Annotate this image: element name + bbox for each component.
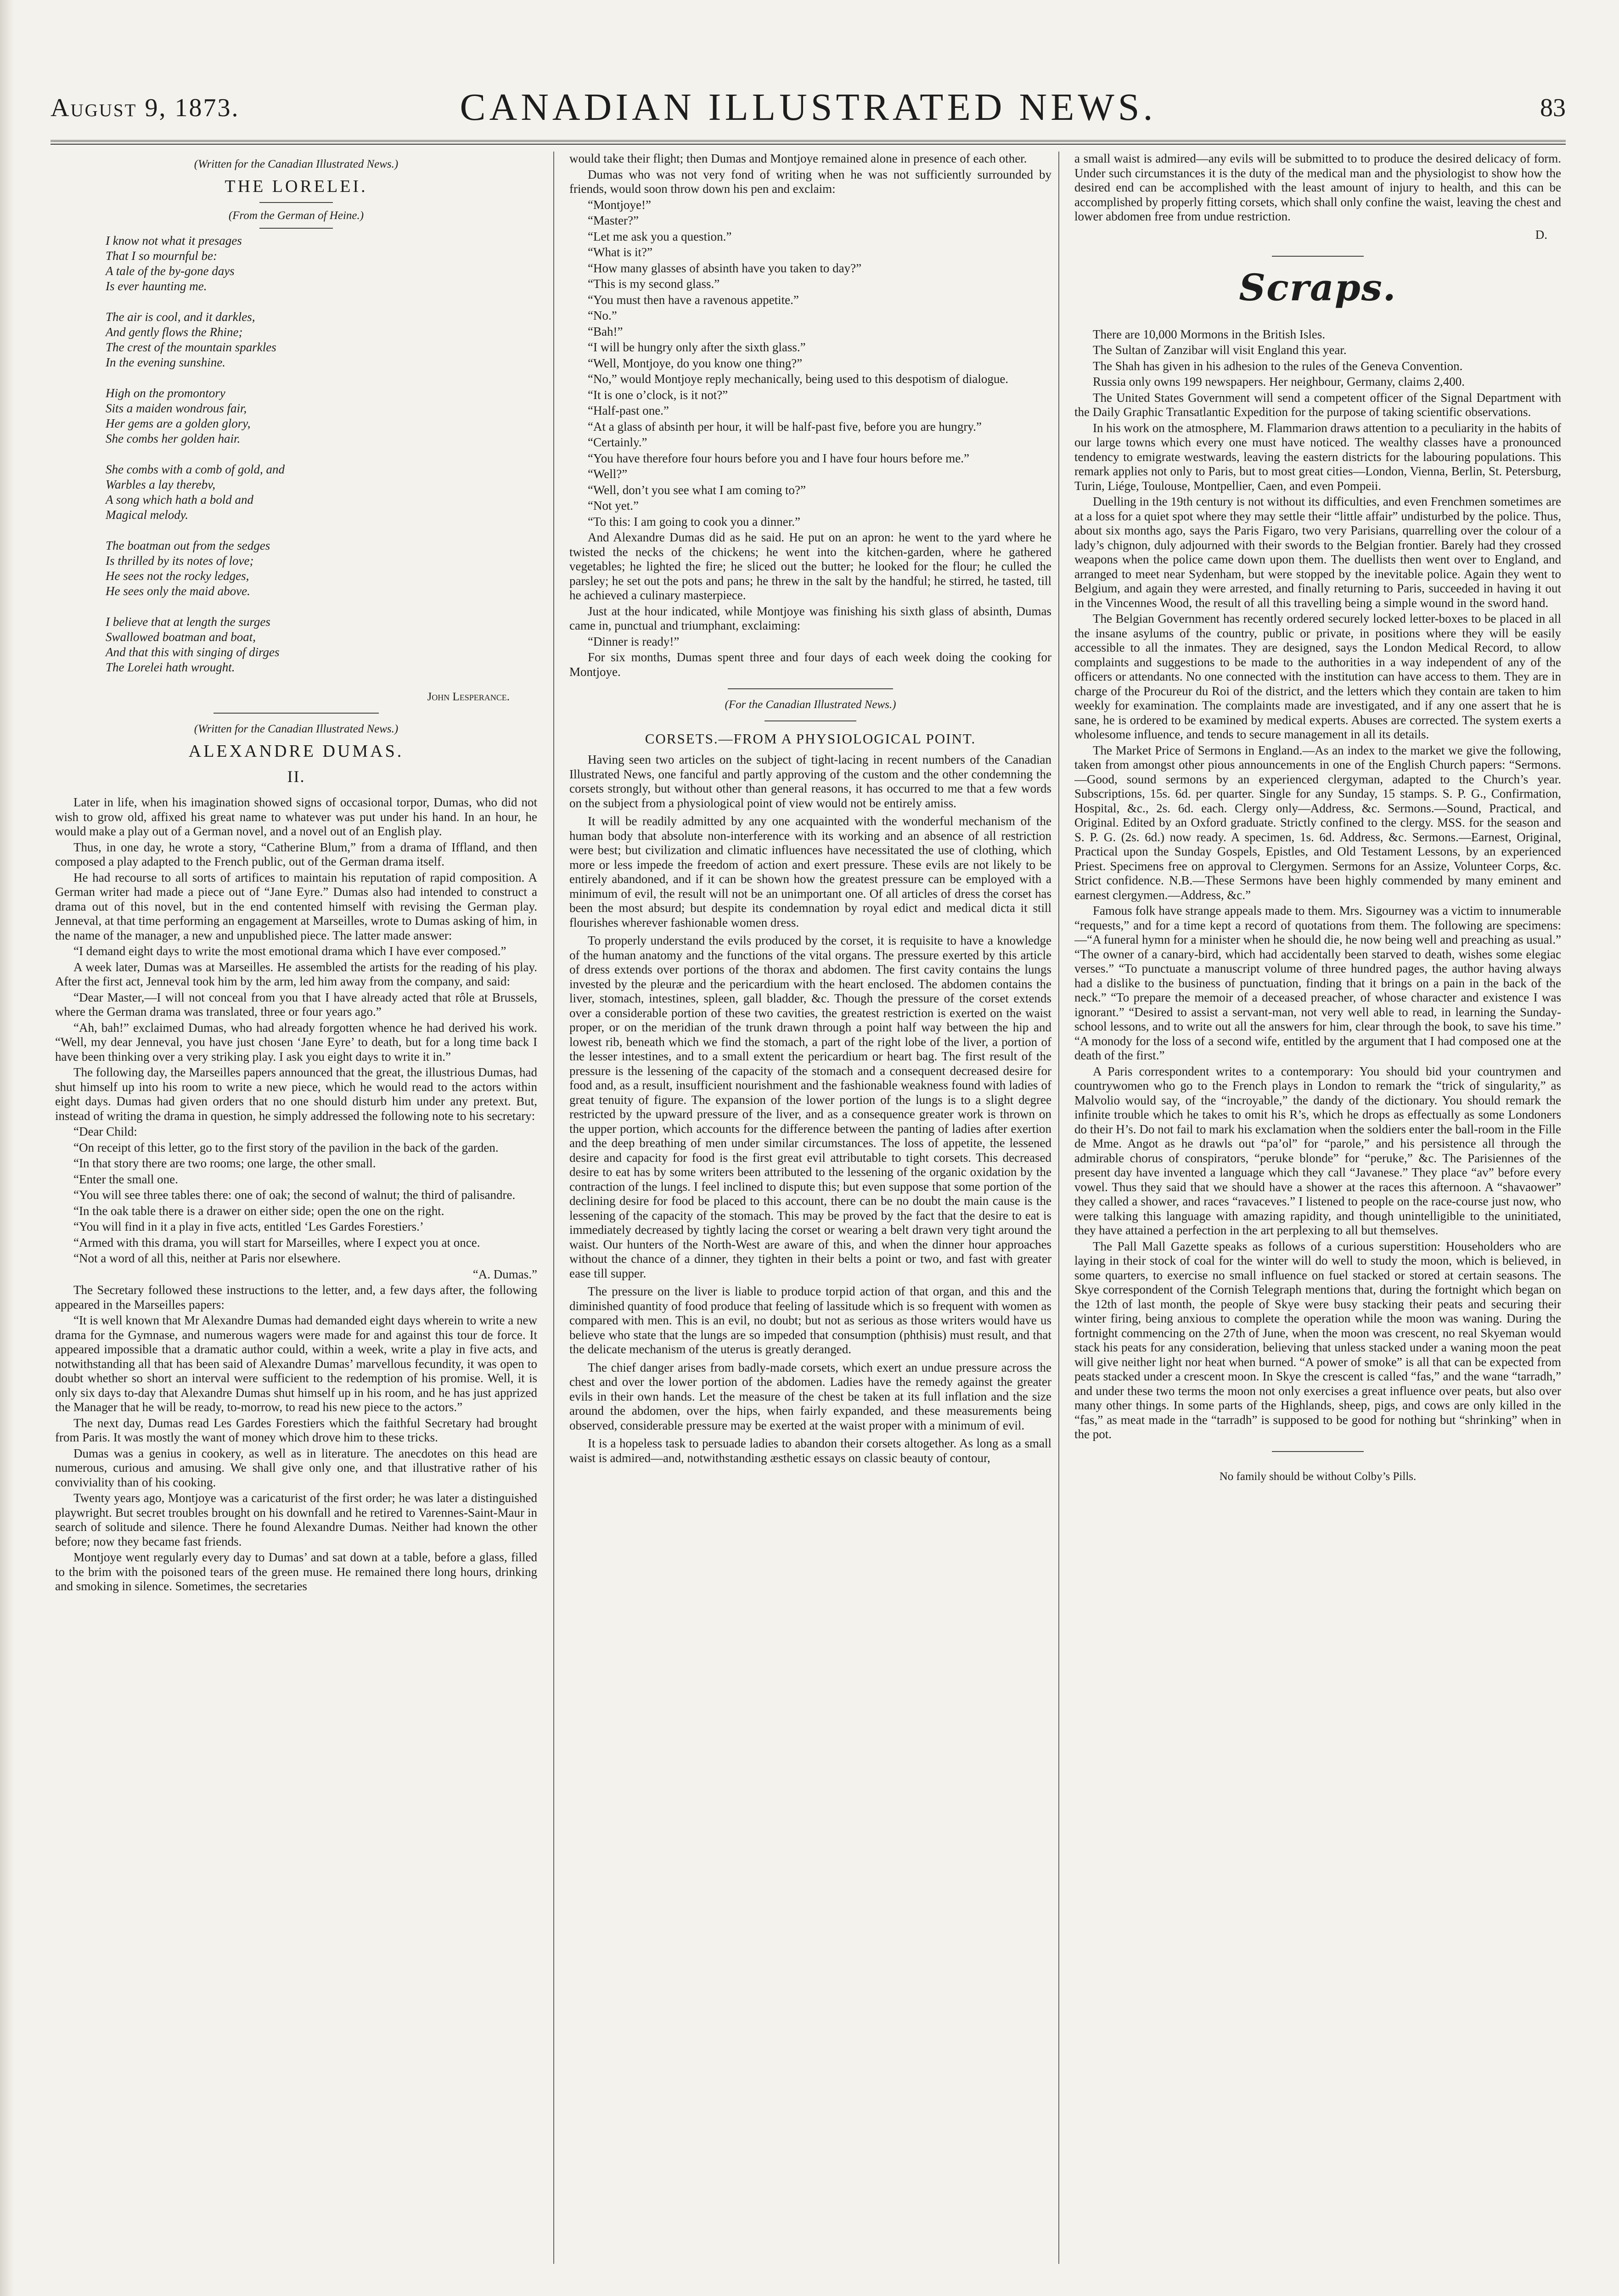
- corsets-title: CORSETS.—FROM A PHYSIOLOGICAL POINT.: [645, 731, 976, 747]
- paragraph: a small waist is admired—any evils will be submitted to to produce the desired delicacy of form. Under such circumstances it is the duty of the medical man and the physiologist to show how the desired end can be accomplished with the least amount of injury to health, and this can be accomplished by properly fitting corsets, which shall only confine the waist, leaving the chest and lower abdomen free from undue restriction.: [1074, 152, 1561, 223]
- newspaper-title: CANADIAN ILLUSTRATED NEWS.: [460, 86, 1157, 129]
- paragraph: Dumas was a genius in cookery, as well as in literature. The anecdotes on this head are numerous, curious and amusing. We shall give only one, and that illustrative rather of his conviviality than of his cooking.: [55, 1446, 537, 1489]
- paragraph: Montjoye went regularly every day to Dumas’ and sat down at a table, before a glass, filled to the brim with the poisoned tears of the green muse. He remained there long hours, drinking and smoking in silence. Sometimes, the secretaries: [55, 1550, 537, 1593]
- paragraph: “Half-past one.”: [588, 404, 669, 417]
- paragraph: The next day, Dumas read Les Gardes Forestiers which the faithful Secretary had brought from Paris. It was mostly the want of money which drove him to these tricks.: [55, 1416, 537, 1444]
- stanza: High on the promontory Sits a maiden wondrous fair, Her gems are a golden glory, She combs her golden hair.: [106, 386, 251, 445]
- masthead-rule: [51, 140, 1566, 145]
- paragraph: “Well, Montjoye, do you know one thing?”: [588, 356, 803, 370]
- scrap-item: Duelling in the 19th century is not without its difficulties, and even Frenchmen sometimes are at a loss for a quiet spot where they may settle their “little affair” undisturbed by the police. Thus, about six months ago, says the Paris Figaro, two very Parisians, quarrelling over the colour of a lady’s chignon, duly adjourned with their swords to the Belgian frontier. Barely had they crossed weapons when the police came down upon them. The duellists then went over to England, and arranged to meet near Sydenham, but were stopped by the inevitable police. Again they went to Belgium, and again they were arrested, and finally returning to Paris, succeeded in having it out in the Vincennes Wood, the result of all this travelling being a simple wound in the sword hand.: [1074, 495, 1561, 610]
- paragraph: Twenty years ago, Montjoye was a caricaturist of the first order; he was later a distinguished playwright. But secret troubles brought on his downfall and he retired to Varennes-Saint-Maur in search of solitude and silence. There he found Alexandre Dumas. Neither had known the other before; now they became fast friends.: [55, 1491, 537, 1548]
- page-number: 83: [1540, 94, 1566, 122]
- scrap-item: The Shah has given in his adhesion to the rules of the Geneva Convention.: [1093, 359, 1463, 373]
- section-rule: [728, 688, 893, 689]
- paragraph: The following day, the Marseilles papers announced that the great, the illustrious Dumas, had shut himself up into his room to write a new piece, which he would read to the actors within eight days. Dumas had given orders that no one should disturb him under any pretext. But, instead of writing the drama in question, he simply addressed the following note to his secretary:: [55, 1065, 537, 1123]
- paragraph: And Alexandre Dumas did as he said. He put on an apron: he went to the yard where he twisted the necks of the chickens; he went into the kitchen-garden, where he gathered vegetables; he lighted the fire; he sliced out the butter; he looked for the flour; he culled the parsley; he set out the pots and pans; he threw in the salt by the handful; he stirred, he tasted, till he achieved a culinary masterpiece.: [569, 530, 1051, 602]
- paragraph: “Dear Child:: [73, 1125, 137, 1138]
- paragraph: “This is my second glass.”: [588, 277, 720, 291]
- scrap-item: A Paris correspondent writes to a contemporary: You should bid your countrymen and countrywomen who go to the French plays in London to remark the “trick of singularity,” as Malvolio would say, of the “incroyable,” the dandy of the dictionary. You should remark the infinite trouble which he takes to omit his R’s, which he drops as effectually as some Londoners do their H’s. Do not fail to mark his exclamation when the soldiers enter the ball-room in the Fille de Mme. Angot as he drawls out “pa’ol” for “parole,” and his persistence all through the admirable chorus of conspirators, “peruke blonde” for “peruke,” &c. The Parisiennes of the present day have invented a language which they call “Javanese.” They place “av” before every vowel. Thus they said that we should have a shower at the races this afternoon. A “shavaower” they called a shower, and races “ravaceves.” I listened to people on the race-course just now, who were talking this language with amazing rapidity, and though unintelligible to the uninitiated, they have attained a perfection in the art perplexing to all but themselves.: [1074, 1064, 1561, 1237]
- poem-rule-2: [259, 228, 333, 229]
- paragraph: “At a glass of absinth per hour, it will be half-past five, before you are hungry.”: [588, 419, 982, 433]
- section-rule: [1272, 1451, 1364, 1452]
- scrap-item: Russia only owns 199 newspapers. Her neighbour, Germany, claims 2,400.: [1093, 375, 1465, 388]
- poem-rule: [259, 202, 333, 203]
- paragraph: To properly understand the evils produced by the corset, it is requisite to have a knowledge of the human anatomy and the functions of the vital organs. The pressure exerted by this article of dress extends over portions of the thorax and abdomen. The first cavity contains the lungs invested by the pleuræ and the pericardium with the heart enclosed. The abdomen contains the liver, stomach, intestines, spleen, gall bladder, &c. Though the pressure of the corset extends over a considerable portion of these two cavities, the greatest restriction is exerted on the waist proper, or on the meridian of the trunk drawn through a point half way between the hip and lowest rib, beneath which we find the stomach, a part of the right lobe of the liver, a portion of the lesser intestines, and to a small extent the pericardium or heart bag. The first result of the pressure is the lessening of the capacity of the stomach and a consequent decreased desire for food and, as a result, insufficient nourishment and the fashionable weakness found with ladies of great tenuity of figure. The expansion of the lower portion of the lungs is to a slight degree restricted by the upward pressure of the liver, and as a consequence greater work is thrown on the upper portion, which accounts for the difference between the panting of ladies after exertion and the deep breathing of men under similar circumstances. The loss of appetite, the lessened desire and capacity for food is the first great evil attributable to tight corsets. This decreased desire to eat has by some writers been attributed to the lessening of the organic oxidation by the contraction of the lungs. I feel inclined to dispute this; but even suppose that some portion of the declining desire for food be placed to this account, there can be no doubt the main cause is the lessening of the capacity of the stomach. This may be proved by the fact that the desire to eat is immediately decreased by tightly lacing the corset or wearing a belt drawn very tight around the waist. Our hunters of the North-West are aware of this, and when the dinner hour approaches without the chance of a dinner, they tighten in their belts a point or two, and fast with greater ease till supper.: [569, 934, 1051, 1280]
- scrap-item: Famous folk have strange appeals made to them. Mrs. Sigourney was a victim to innumerable “requests,” and for a time kept a record of quotations from them. The following are specimens:—“A funeral hymn for a minister when he should die, he now being well and preaching as usual.” “The owner of a canary-bird, which had accidentally been starved to death, wishes some elegiac verses.” “To punctuate a manuscript volume of three hundred pages, the author having always had a dislike to the business of punctuation, finding that it brings on a pain in the back of the neck.” “To prepare the memoir of a deceased preacher, of whose character and existence I was ignorant.” “Desired to assist a servant-man, not very well able to read, in learning the Sunday-school lessons, and to write out all the answers for him, clear through the book, to save his time.” “A monody for the loss of a second wife, entitled by the argument that I had composed one at the death of the first.”: [1074, 904, 1561, 1062]
- page-edge-shadow: [0, 0, 14, 2296]
- paragraph: “To this: I am going to cook you a dinner.”: [588, 514, 801, 529]
- scrap-item: The Pall Mall Gazette speaks as follows of a curious superstition: Householders who are laying in their stock of coal for the winter will do well to study the moon, which is believed, in some quarters, to exercise no small influence on fuel stacked or stored at certain seasons. The Skye correspondent of the Cornish Telegraph mentions that, during the fortnight which began on the 12th of last month, the people of Skye were busy stacking their peats and securing their winter firing, being anxious to complete the operation while the moon was waning. During the fortnight commencing on the 27th of June, when the moon was crescent, no real Skyeman would stack his peats for any consideration, believing that unless stacked under a waning moon the peat will give neither light nor heat when burned. “A power of smoke” is all that can be expected from peats stacked under a crescent moon. In Skye the crescent is called “fas,” and the wane “tarradh,” and under these two terms the moon not only exercises a great influence over peats, but also over many other things. In some parts of the Highlands, sheep, pigs, and cows are only killed in the “fas,” as meat made in the “tarradh” is supposed to be good for nothing but “shrinking” when in the pot.: [1074, 1239, 1561, 1441]
- paragraph: The chief danger arises from badly-made corsets, which exert an undue pressure across the chest and over the lower portion of the abdomen. Ladies have the remedy against the greater evils in their own hands. Let the measure of the chest be taken at its full inflation and the size around the abdomen, over the hips, when fairly expanded, and these measurements being observed, considerable pressure may be exerted at the waist proper with a minimum of evil.: [569, 1360, 1051, 1432]
- paragraph: “Well?”: [588, 467, 628, 481]
- paragraph: “Well, don’t you see what I am coming to?”: [588, 483, 806, 497]
- paragraph: “You will find in it a play in five acts, entitled ‘Les Gardes Forestiers.’: [73, 1220, 424, 1233]
- column-3: [1074, 152, 1561, 2282]
- dumas-article-continued: [569, 152, 1051, 679]
- section-rule: [1272, 256, 1364, 257]
- paragraph: “You will see three tables there: one of oak; the second of walnut; the third of palisandre.: [73, 1188, 516, 1202]
- poem-title: THE LORELEI.: [225, 177, 368, 196]
- issue-date: August 9, 1873.: [51, 94, 240, 122]
- paragraph: A week later, Dumas was at Marseilles. He assembled the artists for the reading of his play. After the first act, Jenneval took him by the arm, led him away from the company, and said:: [55, 960, 537, 988]
- paragraph: “In that story there are two rooms; one large, the other small.: [73, 1156, 376, 1170]
- scraps-section: [1074, 327, 1561, 1442]
- corsets-signature: D.: [1535, 227, 1547, 242]
- paragraph: For six months, Dumas spent three and four days of each week doing the cooking for Montjoye.: [569, 650, 1051, 679]
- paragraph: “What is it?”: [588, 245, 652, 259]
- paragraph: “I demand eight days to write the most emotional drama which I have ever composed.”: [73, 944, 506, 958]
- paragraph: “Bah!”: [588, 324, 623, 338]
- paragraph: “I will be hungry only after the sixth glass.”: [588, 340, 806, 354]
- stanza: I believe that at length the surges Swallowed boatman and boat, And that this with singing of dirges The Lorelei hath wrought.: [106, 615, 280, 674]
- paragraph: “You have therefore four hours before you and I have four hours before me.”: [588, 451, 969, 465]
- dumas-article: [55, 795, 537, 1594]
- corsets-credit: (For the Canadian Illustrated News.): [725, 698, 896, 711]
- paragraph: “You must then have a ravenous appetite.”: [588, 293, 799, 307]
- corsets-article: [569, 753, 1051, 1465]
- column-2: [569, 152, 1051, 2282]
- paragraph: “Not a word of all this, neither at Paris nor elsewhere.: [73, 1251, 341, 1265]
- paragraph: “It is one o’clock, is it not?”: [588, 388, 728, 402]
- stanza: I know not what it presages That I so mournful be: A tale of the by-gone days Is ever haunting me.: [106, 234, 242, 293]
- paragraph: would take their flight; then Dumas and Montjoye remained alone in presence of each other.: [569, 152, 1027, 165]
- column-rule-1: [553, 152, 554, 2264]
- paragraph: “Certainly.”: [588, 435, 647, 449]
- stanza: The boatman out from the sedges Is thrilled by its notes of love; He sees not the rocky ledges, He sees only the maid above.: [106, 539, 270, 598]
- scrap-item: There are 10,000 Mormons in the British Isles.: [1093, 327, 1326, 341]
- paragraph: He had recourse to all sorts of artifices to maintain his reputation of rapid composition. A German writer had made a piece out of “Jane Eyre.” Dumas also had intended to construct a drama out of this novel, but in the end contented himself with revising the German play. Jenneval, at that time performing an engagement at Marseilles, wrote to Dumas asking of him, in the name of the manager, a new and unpublished piece. The latter made answer:: [55, 870, 537, 942]
- scrap-item: The Sultan of Zanzibar will visit England this year.: [1093, 343, 1347, 357]
- stanza: The air is cool, and it darkles, And gently flows the Rhine; The crest of the mountain sparkles In the evening sunshine.: [106, 310, 276, 369]
- paragraph: “Montjoye!”: [588, 197, 651, 212]
- paragraph: “Armed with this drama, you will start for Marseilles, where I expect you at once.: [73, 1235, 480, 1249]
- scrap-item: The Belgian Government has recently ordered securely locked letter-boxes to be placed in all the insane asylums of the country, public or private, in positions where they will be easily accessible to all the inmates. They are designed, says the London Medical Record, to allow complaints and suggestions to be made to the authorities in a way independent of any of the officers or attendants. No one connected with the institution can have access to them. They are in charge of the Procureur du Roi of the district, and the letters which they contain are taken to him weekly for examination. The complaints made are investigated, and if any one assert that he is sane, he is ordered to be examined by medical experts. Abuses are corrected. The system exerts a wholesome influence, and tends to secure management in all its details.: [1074, 612, 1561, 741]
- paragraph: It will be readily admitted by any one acquainted with the wonderful mechanism of the human body that absolute non-interference with its working and an absence of all restriction were best; but civilization and climatic influences have necessitated the use of clothing, which more or less impede the freedom of action and exert pressure. These evils are not likely to be entirely abandoned, and if it can be shown how the greatest pressure can be employed with a minimum of evil, the result will not be an unimportant one. Of all articles of dress the corset has been the most absurd; but despite its condemnation by royal edict and medical dicta it still flourishes wherever fashionable women dress.: [569, 814, 1051, 929]
- dumas-part: II.: [287, 767, 305, 786]
- paragraph: “Let me ask you a question.”: [588, 229, 732, 243]
- paragraph: “In the oak table there is a drawer on either side; open the one on the right.: [73, 1204, 444, 1218]
- paragraph: The pressure on the liver is liable to produce torpid action of that organ, and this and the diminished quantity of food produce that feeling of lassitude which is so frequent with women as compared with men. This is an evil, no doubt; but not as serious as those writers would have us believe who state that the lungs are so impeded that consumption (phthisis) must result, and that the delicate mechanism of the uterus is greatly deranged.: [569, 1284, 1051, 1356]
- paragraph: “Enter the small one.: [73, 1172, 178, 1186]
- poem-subcredit: (From the German of Heine.): [228, 209, 364, 222]
- dumas-title: ALEXANDRE DUMAS.: [188, 742, 404, 761]
- letter-signature: “A. Dumas.”: [472, 1267, 537, 1281]
- paragraph: “How many glasses of absinth have you taken to day?”: [588, 261, 862, 275]
- paragraph: Dumas who was not very fond of writing when he was not sufficiently surrounded by friends, would soon throw down his pen and exclaim:: [569, 167, 1051, 196]
- column-1: [55, 152, 537, 2282]
- paragraph: “Dear Master,—I will not conceal from you that I have already acted that rôle at Brussels, where the German drama was translated, three or four years ago.”: [55, 990, 537, 1019]
- masthead: [51, 85, 1566, 135]
- dumas-credit: (Written for the Canadian Illustrated News.): [194, 723, 399, 735]
- scrap-item: In his work on the atmosphere, M. Flammarion draws attention to a peculiarity in the habits of our large towns which every one must have noticed. The wealthy classes have a pronounced tendency to emigrate westwards, leaving the eastern districts for the labouring populations. This remark applies not only to Paris, but to most great cities—London, Vienna, Berlin, St. Petersburg, Turin, Liége, Toulouse, Montpellier, Caen, and even Pompeii.: [1074, 421, 1561, 493]
- paragraph: “Not yet.”: [588, 499, 639, 512]
- stanza: She combs with a comb of gold, and Warbles a lay therebv, A song which hath a bold and Magical melody.: [106, 462, 285, 522]
- paragraph: The Secretary followed these instructions to the letter, and, a few days after, the following appeared in the Marseilles papers:: [55, 1283, 537, 1311]
- paragraph: Later in life, when his imagination showed signs of occasional torpor, Dumas, who did not wish to grow old, affixed his great name to whatever was put under his hand. In an hour, he would make a play out of a German novel, and a novel out of an English play.: [55, 795, 537, 838]
- paragraph: It is a hopeless task to persuade ladies to abandon their corsets altogether. As long as a small waist is admired—and, notwithstanding æsthetic essays on classic beauty of contour,: [569, 1436, 1051, 1465]
- advertisement-note: No family should be without Colby’s Pills.: [1219, 1470, 1417, 1483]
- paragraph: “No.”: [588, 309, 617, 322]
- paragraph: “No,” would Montjoye reply mechanically, being used to this despotism of dialogue.: [588, 372, 1009, 386]
- paragraph: Just at the hour indicated, while Montjoye was finishing his sixth glass of absinth, Dumas came in, punctual and triumphant, exclaiming:: [569, 604, 1051, 632]
- scrap-item: The Market Price of Sermons in England.—As an index to the market we give the following, taken from amongst other pious announcements in one of the English Church papers: “Sermons.—Good, sound sermons by an experienced clergyman, adapted to the Church’s year. Subscriptions, 15s. 6d. per quarter. Single for any Sunday, 15 stamps. S. P. G., Confirmation, Hospital, &c., 2s. 6d. each. Clergy only—Address, &c. Sermons.—Sound, Practical, and Original. Edited by an Oxford graduate. Strictly confined to the clergy. MSS. for the season and S. P. G. (2s. 6d.) now ready. A specimen, 1s. 6d. Address, &c. Sermons.—Earnest, Original, Practical upon the Sunday Gospels, Epistles, and Old Testament Lessons, by an experienced Priest. Specimens free on approval to Clergymen. Sermons for an Assize, Volunteer Corps, &c. Strict confidence. N.B.—These Sermons have been highly commended by many eminent and earnest clergymen.—Address, &c.”: [1074, 743, 1561, 902]
- section-rule: [214, 713, 379, 714]
- paragraph: “It is well known that Mr Alexandre Dumas had demanded eight days wherein to write a new drama for the Gymnase, and numerous wagers were made for and against this tour de force. It appeared impossible that a dramatic author could, within a week, write a play in five acts, and notwithstanding all that has been said of Alexandre Dumas’ marvellous fecundity, it was open to doubt whether so short an interval were sufficient to the redemption of his promise. Well, it is only six days to-day that Alexandre Dumas shut himself up in his room, and he has just apprized the Manager that he will be ready, to-morrow, to read his new piece to the actors.”: [55, 1313, 537, 1414]
- paragraph: Having seen two articles on the subject of tight-lacing in recent numbers of the Canadian Illustrated News, one fanciful and partly approving of the custom and the other condemning the corsets strongly, but without other than general reasons, it has occurred to me that a few words on the subject from a physiological point of view would not be entirely amiss.: [569, 753, 1051, 810]
- poem-credit: (Written for the Canadian Illustrated News.): [194, 158, 399, 170]
- poem-signature: John Lesperance.: [427, 691, 510, 703]
- column-rule-2: [1058, 152, 1059, 2264]
- paragraph: “Dinner is ready!”: [588, 634, 680, 648]
- paragraph: “On receipt of this letter, go to the first story of the pavilion in the back of the garden.: [73, 1140, 499, 1154]
- paragraph: Thus, in one day, he wrote a story, “Catherine Blum,” from a drama of Iffland, and then composed a play adapted to the French public, out of the German drama itself.: [55, 840, 537, 868]
- paragraph: “Ah, bah!” exclaimed Dumas, who had already forgotten whence he had derived his work. “Well, my dear Jenneval, you have just chosen ‘Jane Eyre’ to death, but for a long time back I have been thinking over a very striking play. I ask you eight days to write it in.”: [55, 1020, 537, 1064]
- scrap-item: The United States Government will send a competent officer of the Signal Department with the Daily Graphic Transatlantic Expedition for the purpose of taking scientific observations.: [1074, 390, 1561, 419]
- section-rule: [765, 720, 856, 721]
- scraps-heading: Scraps.: [1239, 265, 1397, 309]
- paragraph: “Master?”: [588, 214, 639, 227]
